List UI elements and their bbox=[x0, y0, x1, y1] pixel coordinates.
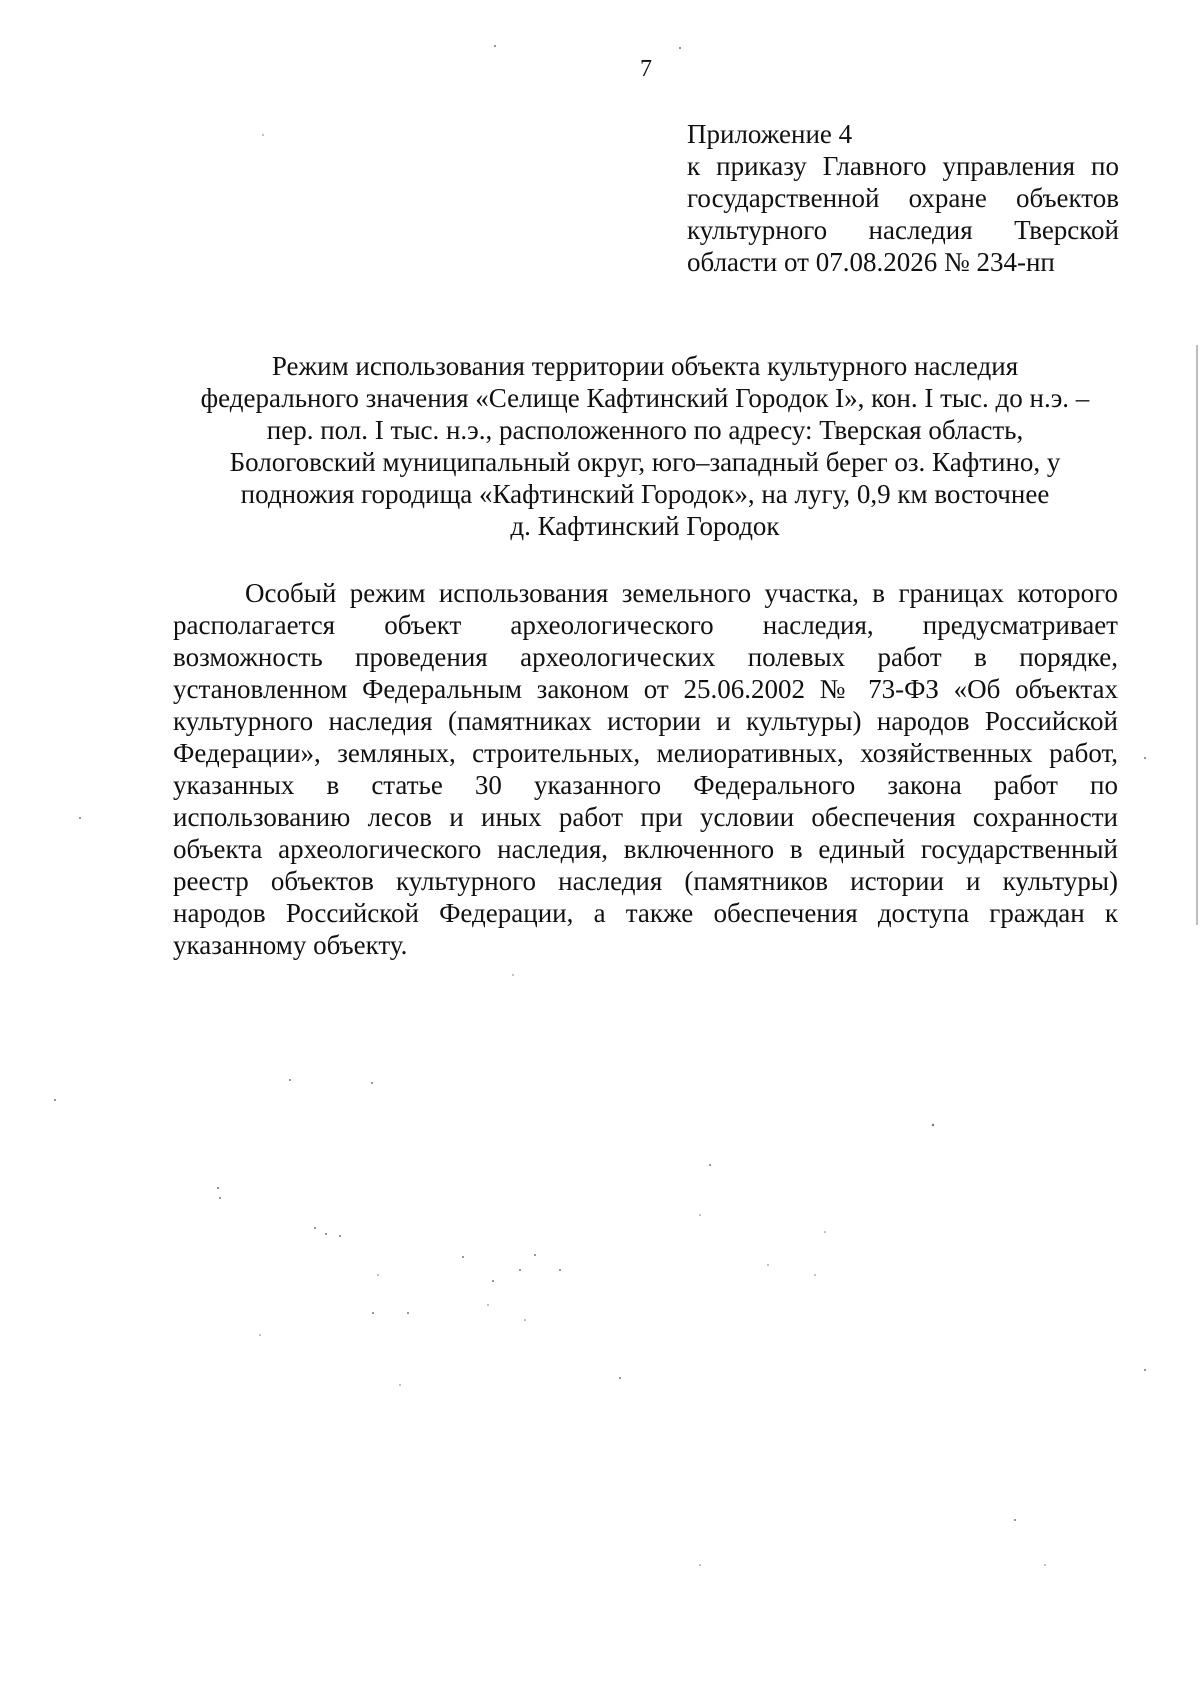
body-line: народов Российской Федерации, а также обеспечения доступа граждан к bbox=[173, 898, 1118, 928]
title-line: д. Кафтинский Городок bbox=[510, 511, 780, 541]
scan-edge-shadow bbox=[1196, 345, 1198, 925]
body-line: Федерации», земляных, строительных, мелиоративных, хозяйственных работ, bbox=[173, 738, 1118, 768]
body-line: реестр объектов культурного наследия (памятников истории и культуры) bbox=[173, 866, 1118, 896]
title-line: подножия городища «Кафтинский Городок», на лугу, 0,9 км восточнее bbox=[240, 479, 1050, 509]
appendix-line: Приложение 4 bbox=[687, 119, 853, 149]
appendix-header bbox=[687, 118, 1119, 278]
body-line: располагается объект археологического наследия, предусматривает bbox=[173, 610, 1118, 640]
body-paragraph bbox=[173, 577, 1118, 961]
body-line: указанному объекту. bbox=[173, 930, 408, 960]
body-line: возможность проведения археологических полевых работ в порядке, bbox=[173, 642, 1118, 672]
title-line: пер. пол. I тыс. н.э., расположенного по адресу: Тверская область, bbox=[266, 415, 1024, 445]
appendix-line: к приказу Главного управления по bbox=[687, 151, 1119, 181]
appendix-line: государственной охране объектов bbox=[687, 183, 1119, 213]
appendix-line: области от 07.08.2026 № 234-нп bbox=[687, 247, 1055, 277]
body-line: указанных в статье 30 указанного Федерального закона работ по bbox=[173, 770, 1118, 800]
body-line: объекта археологического наследия, включенного в единый государственный bbox=[173, 834, 1118, 864]
body-line: Особый режим использования земельного участка, в границах которого bbox=[245, 578, 1118, 608]
body-line: установленном Федеральным законом от 25.06.2002 № 73-ФЗ «Об объектах bbox=[173, 674, 1118, 704]
appendix-line: культурного наследия Тверской bbox=[687, 215, 1119, 245]
body-line: использованию лесов и иных работ при условии обеспечения сохранности bbox=[173, 802, 1118, 832]
title-line: Режим использования территории объекта культурного наследия bbox=[271, 351, 1019, 381]
document-title bbox=[150, 350, 1140, 542]
body-line: культурного наследия (памятниках истории и культуры) народов Российской bbox=[173, 706, 1118, 736]
title-line: федерального значения «Селище Кафтинский Городок I», кон. I тыс. до н.э. – bbox=[200, 383, 1090, 413]
title-line: Бологовский муниципальный округ, юго–западный берег оз. Кафтино, у bbox=[229, 447, 1061, 477]
page-number: 7 bbox=[640, 56, 652, 82]
